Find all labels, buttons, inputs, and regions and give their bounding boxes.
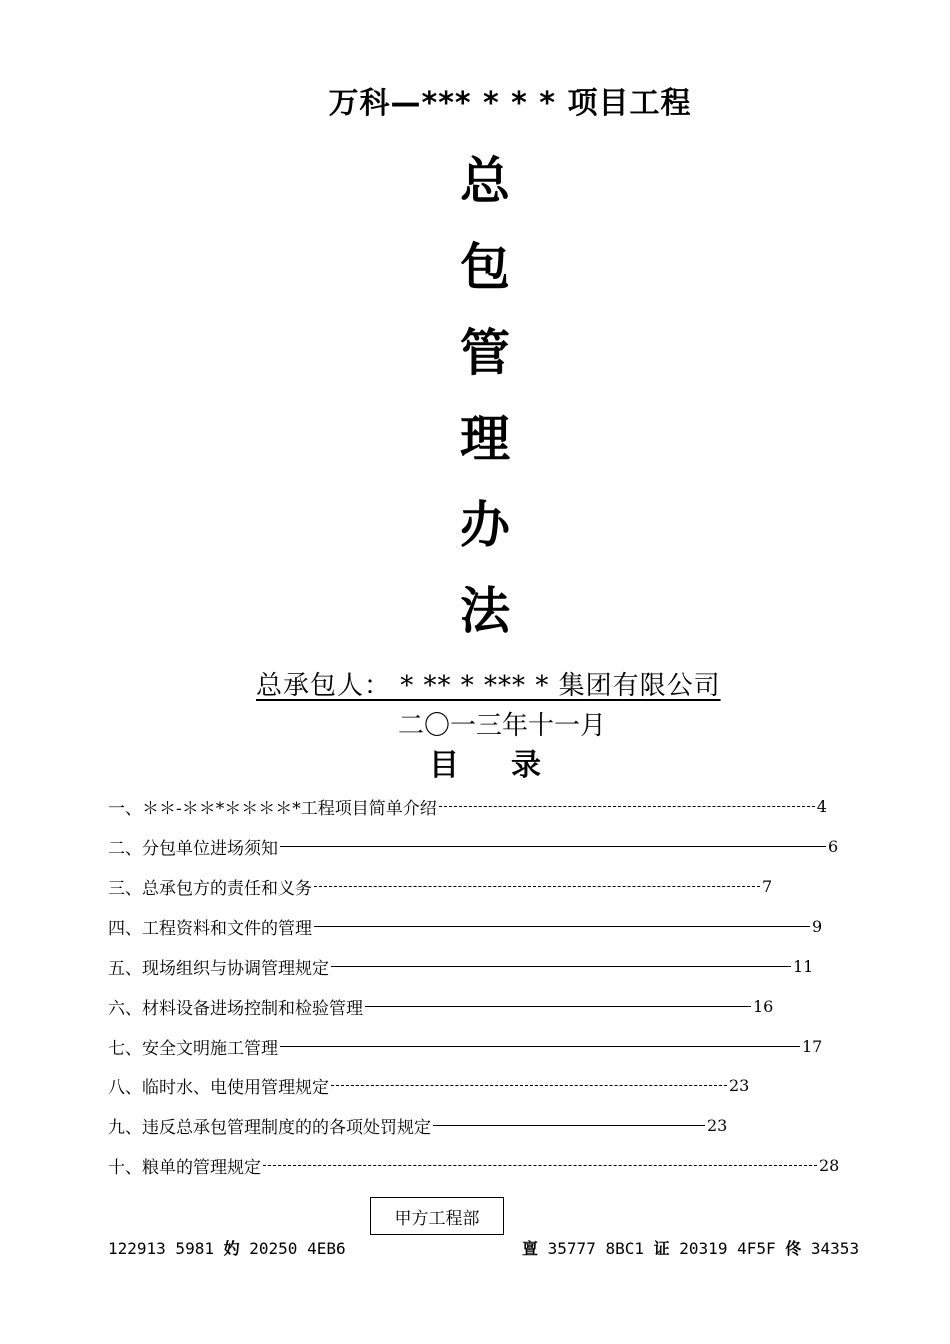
title-char: 办 bbox=[460, 496, 510, 554]
toc-leader bbox=[280, 1046, 800, 1047]
footer-char: 佟 bbox=[785, 1239, 802, 1258]
toc-entry-label: 四、工程资料和文件的管理 bbox=[108, 918, 312, 939]
toc-entry[interactable] bbox=[108, 1071, 749, 1099]
footer-code-left bbox=[108, 1236, 346, 1259]
toc-leader bbox=[314, 926, 810, 927]
department-stamp-box: 甲方工程部 bbox=[370, 1197, 504, 1235]
document-title bbox=[0, 138, 950, 654]
toc-leader bbox=[433, 1125, 705, 1126]
footer-char: 证 bbox=[653, 1239, 670, 1258]
toc-entry[interactable] bbox=[108, 832, 838, 860]
toc-entry-label: 八、临时水、电使用管理规定 bbox=[108, 1077, 329, 1098]
toc-leader bbox=[263, 1165, 817, 1166]
date-line: 二〇一三年十一月 bbox=[397, 711, 606, 741]
toc-entry-page: 23 bbox=[707, 1115, 728, 1135]
toc-entry-page: 11 bbox=[793, 956, 814, 976]
footer-code: 20319 4F5F bbox=[679, 1239, 776, 1258]
toc-entry[interactable] bbox=[108, 952, 813, 980]
title-char: 法 bbox=[460, 582, 510, 640]
toc-entry-page: 16 bbox=[753, 996, 774, 1016]
toc-entry[interactable] bbox=[108, 992, 773, 1020]
toc-entry[interactable] bbox=[108, 872, 772, 900]
title-char: 管 bbox=[460, 324, 510, 382]
toc-leader bbox=[314, 886, 760, 887]
title-char: 总 bbox=[460, 152, 510, 210]
toc-entry-label: 二、分包单位进场须知 bbox=[108, 838, 278, 859]
toc-entry-label: 十、粮单的管理规定 bbox=[108, 1157, 261, 1178]
toc-leader bbox=[331, 1085, 727, 1086]
footer-char: 亶 bbox=[522, 1239, 539, 1258]
title-char: 包 bbox=[460, 238, 510, 296]
contractor-line: 总承包人： * ** * *** * 集团有限公司 bbox=[256, 671, 721, 701]
toc-leader bbox=[280, 846, 826, 847]
toc-entry[interactable] bbox=[108, 1151, 839, 1179]
toc-entry[interactable] bbox=[108, 912, 822, 940]
toc-entry-page: 9 bbox=[812, 916, 823, 936]
footer-code: 122913 5981 bbox=[108, 1239, 214, 1258]
toc-entry-label: 三、总承包方的责任和义务 bbox=[108, 878, 312, 899]
toc-entry-page: 23 bbox=[729, 1075, 750, 1095]
footer-code-right bbox=[522, 1236, 859, 1259]
toc-entry-page: 6 bbox=[828, 836, 839, 856]
toc-leader bbox=[331, 966, 791, 967]
toc-entry-label: 一、＊＊-＊＊*＊＊＊＊*工程项目简单介绍 bbox=[108, 798, 437, 819]
toc-entry[interactable] bbox=[108, 1111, 727, 1139]
footer-char: 妁 bbox=[223, 1239, 240, 1258]
toc-heading-left: 目 bbox=[429, 748, 459, 783]
toc-heading bbox=[0, 740, 950, 784]
toc-entry[interactable] bbox=[108, 1032, 822, 1060]
footer-code: 20250 4EB6 bbox=[249, 1239, 346, 1258]
toc-entry-label: 六、材料设备进场控制和检验管理 bbox=[108, 998, 363, 1019]
title-char: 理 bbox=[460, 410, 510, 468]
toc-entry-label: 七、安全文明施工管理 bbox=[108, 1038, 278, 1059]
toc-entry-label: 九、违反总承包管理制度的的各项处罚规定 bbox=[108, 1117, 431, 1138]
footer-code: 35777 8BC1 bbox=[547, 1239, 644, 1258]
toc-entry-page: 17 bbox=[802, 1036, 823, 1056]
toc-heading-right: 录 bbox=[511, 748, 541, 783]
project-title: 万科—*** * * * 项目工程 bbox=[328, 86, 692, 121]
footer-code: 34353 bbox=[810, 1239, 860, 1258]
toc-entry-page: 7 bbox=[762, 876, 773, 896]
toc-leader bbox=[439, 806, 815, 807]
toc-entry[interactable] bbox=[108, 792, 827, 820]
toc-entry-label: 五、现场组织与协调管理规定 bbox=[108, 958, 329, 979]
toc-entry-page: 28 bbox=[819, 1155, 840, 1175]
toc-entry-page: 4 bbox=[816, 796, 827, 816]
toc-leader bbox=[365, 1006, 751, 1007]
